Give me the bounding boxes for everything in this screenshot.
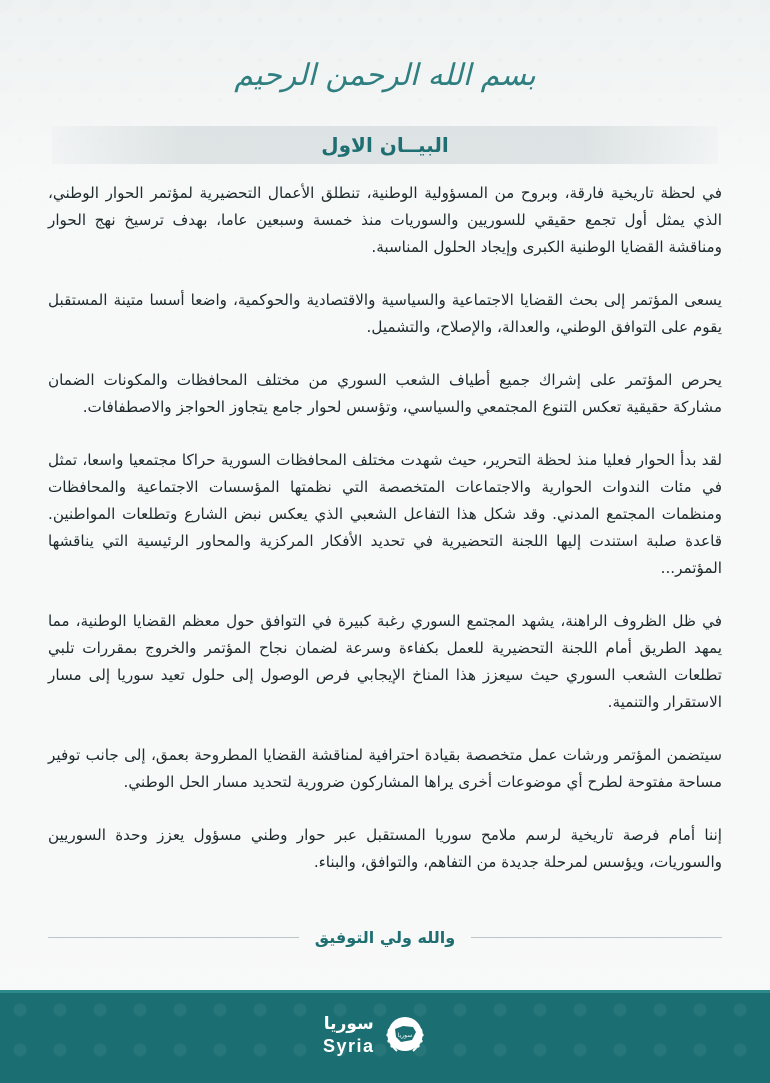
emblem-label: سوريا (397, 1032, 412, 1039)
paragraph-5: في ظل الظروف الراهنة، يشهد المجتمع السوري رغبة كبيرة في التوافق حول معظم القضايا الوطنية، مما يمهد الطريق أمام اللجنة التحضيرية للعمل بكفاءة وسرعة لضمان نجاح المؤتمر والخروج بمقررات تلبي تطلعات الشعب السوري حيث سيعزز هذا المناخ الإيجابي فرص الوصول إلى حلول تعيد سوريا إلى مسار الاستقرار والتنمية. (48, 612, 722, 711)
paragraph-4: لقد بدأ الحوار فعليا منذ لحظة التحرير، حيث شهدت مختلف المحافظات السورية حراكا مجتمعيا واسعا، تمثل في مئات الندوات الحوارية والاجتماعات المتخصصة التي نظمتها المؤسسات الاجتماعية والمحافظات ومنظمات المجتمع المدني. وقد شكل هذا التفاعل الشعبي الذي يعكس نبض الشارع وتطلعات المواطنين. قاعدة صلبة استندت إليها اللجنة التحضيرية في تحديد الأفكار المركزية والمحاور الرئيسية التي يناقشها المؤتمر... (48, 451, 722, 577)
page-title: البيــان الاول (321, 133, 449, 157)
closing-phrase: والله ولي التوفيق (314, 927, 456, 947)
paragraph-7: إننا أمام فرصة تاريخية لرسم ملامح سوريا المستقبل عبر حوار وطني مسؤول يعزز وحدة السوريين والسوريات، ويؤسس لمرحلة جديدة من التفاهم، والتوافق، والبناء. (48, 826, 722, 871)
paragraph-2: يسعى المؤتمر إلى بحث القضايا الاجتماعية والسياسية والاقتصادية والحوكمية، واضعا أسسا متينة المستقبل يقوم على التوافق الوطني، والعدالة، والإصلاح، والتشميل. (48, 291, 722, 336)
syria-logo (323, 1013, 427, 1057)
logo-arabic-text: سوريا (323, 1013, 374, 1034)
divider-line (48, 937, 299, 938)
paragraph-3: يحرص المؤتمر على إشراك جميع أطياف الشعب السوري من مختلف المحافظات والمكونات الضمان مشاركة حقيقية تعكس التنوع المجتمعي والسياسي، وتؤسس لحوار جامع يتجاوز الحواجز والاصطفافات. (48, 371, 722, 416)
logo-english-text: Syria (323, 1035, 375, 1056)
paragraph-1: في لحظة تاريخية فارقة، وبروح من المسؤولية الوطنية، تنطلق الأعمال التحضيرية لمؤتمر الحوار الوطني، الذي يمثل أول تجمع حقيقي للسوريين والسوريات منذ خمسة وسبعين عاما، بهدف ترسيخ نهج الحوار ومناقشة القضايا الوطنية الكبرى وإيجاد الحلول المناسبة. (48, 184, 722, 256)
footer-accent-line (0, 990, 770, 993)
statement-body (48, 180, 722, 902)
title-band (52, 126, 718, 164)
divider-line (471, 937, 722, 938)
logo-wordmark (323, 1013, 375, 1056)
syria-map-laurel-icon (383, 1013, 427, 1057)
basmala-calligraphy: بسم الله الرحمن الرحيم (234, 58, 536, 93)
paragraph-6: سيتضمن المؤتمر ورشات عمل متخصصة بقيادة احترافية لمناقشة القضايا المطروحة بعمق، إلى جانب توفير مساحة مفتوحة لطرح أي موضوعات أخرى يراها المشاركون ضرورية لتحديد مسار الحل الوطني. (48, 746, 722, 791)
closing-row (48, 922, 722, 952)
